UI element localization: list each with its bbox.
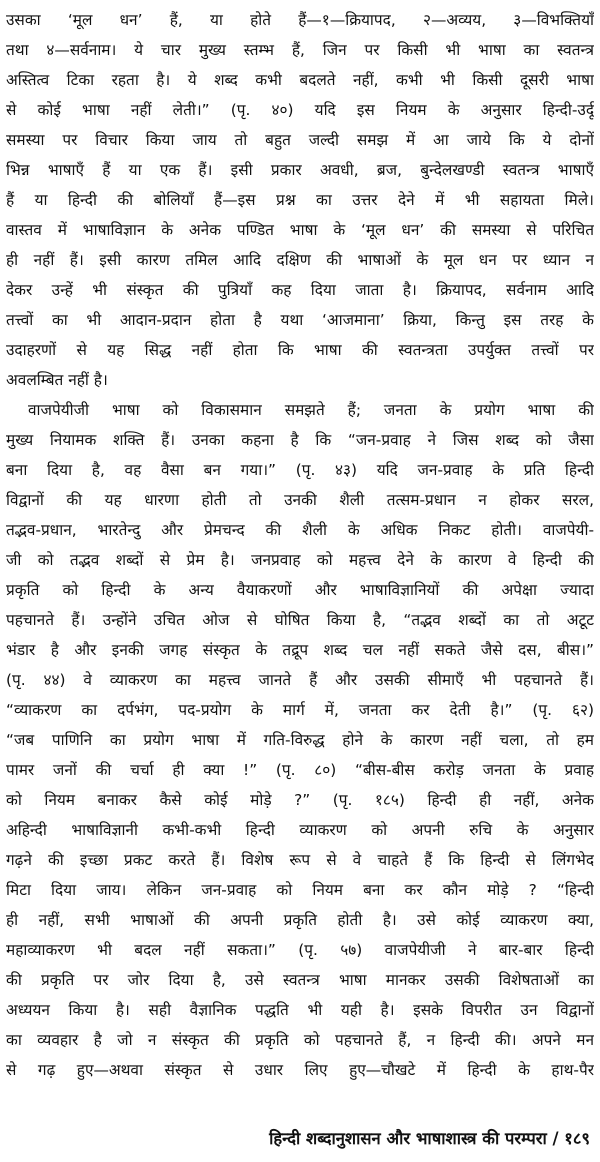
text-line-8: वास्तव में भाषाविज्ञान के अनेक पण्डित भाषा के ‘मूल धन’ की समस्या से परिचित bbox=[6, 221, 594, 239]
text-line-25: “जब पाणिनि का प्रयोग भाषा में गति-विरुद्ध होने के कारण नहीं चला, तो हम bbox=[6, 731, 594, 749]
text-line-1: उसका ‘मूल धन’ हैं, या होते हैं—१—क्रियापद, २—अव्यय, ३—विभक्तियाँ bbox=[6, 11, 594, 29]
text-line-32: महाव्याकरण भी बदल नहीं सकता।” (पृ. ५७) वाजपेयीजी ने बार-बार हिन्दी bbox=[6, 941, 594, 959]
text-line-34: अध्ययन किया है। सही वैज्ञानिक पद्धति भी यही है। इसके विपरीत उन विद्वानों bbox=[6, 1001, 594, 1019]
text-line-10: देकर उन्हें भी संस्कृत की पुत्रियाँ कह दिया जाता है। क्रियापद, सर्वनाम आदि bbox=[6, 281, 594, 299]
text-line-22: भंडार है और इनकी जगह संस्कृत के तद्रूप शब्द चल नहीं सकते जैसे दस, बीस।” bbox=[6, 641, 594, 659]
text-line-31: ही नहीं, सभी भाषाओं की अपनी प्रकृति होती है। उसे कोई व्याकरण क्या, bbox=[6, 911, 594, 929]
text-line-9: ही नहीं हैं। इसी कारण तमिल आदि दक्षिण की भाषाओं के मूल धन पर ध्यान न bbox=[6, 251, 594, 269]
text-line-23: (पृ. ४४) वे व्याकरण का महत्त्व जानते हैं और उसकी सीमाएँ भी पहचानते हैं। bbox=[6, 671, 594, 689]
text-line-21: पहचानते हैं। उन्होंने उचित ओज से घोषित किया है, “तद्भव शब्दों का तो अटूट bbox=[6, 611, 594, 629]
text-line-27: को नियम बनाकर कैसे कोई मोड़े ?” (पृ. १८५) हिन्दी ही नहीं, अनेक bbox=[6, 791, 594, 809]
text-line-19: जी को तद्भव शब्दों से प्रेम है। जनप्रवाह को महत्त्व देने के कारण वे हिन्दी की bbox=[6, 551, 594, 569]
running-footer: हिन्दी शब्दानुशासन और भाषाशास्त्र की परम्परा / १८९ bbox=[269, 1129, 590, 1148]
text-line-2: तथा ४—सर्वनाम। ये चार मुख्य स्तम्भ हैं, जिन पर किसी भी भाषा का स्वतन्त्र bbox=[6, 41, 594, 59]
text-line-14: वाजपेयीजी भाषा को विकासमान समझते हैं; जनता के प्रयोग भाषा की bbox=[28, 401, 594, 419]
text-line-13: अवलम्बित नहीं है। bbox=[6, 371, 108, 389]
text-line-35: का व्यवहार है जो न संस्कृत की प्रकृति को पहचानते हैं, न हिन्दी की। अपने मन bbox=[6, 1031, 594, 1049]
text-line-7: हैं या हिन्दी की बोलियाँ हैं—इस प्रश्न का उत्तर देने में भी सहायता मिले। bbox=[6, 191, 594, 209]
text-line-18: तद्भव-प्रधान, भारतेन्दु और प्रेमचन्द की शैली के अधिक निकट होती। वाजपेयी- bbox=[6, 521, 594, 539]
text-line-33: की प्रकृति पर जोर दिया है, उसे स्वतन्त्र भाषा मानकर उसकी विशेषताओं का bbox=[6, 971, 594, 989]
text-line-28: अहिन्दी भाषाविज्ञानी कभी-कभी हिन्दी व्याकरण को अपनी रुचि के अनुसार bbox=[6, 821, 594, 839]
text-line-12: उदाहरणों से यह सिद्ध नहीं होता कि भाषा की स्वतन्त्रता उपर्युक्त तत्त्वों पर bbox=[6, 341, 594, 359]
text-line-3: अस्तित्व टिका रहता है। ये शब्द कभी बदलते नहीं, कभी भी किसी दूसरी भाषा bbox=[6, 71, 594, 89]
text-line-6: भिन्न भाषाएँ हैं या एक हैं। इसी प्रकार अवधी, ब्रज, बुन्देलखण्डी स्वतन्त्र भाषाएँ bbox=[6, 161, 594, 179]
text-line-5: समस्या पर विचार किया जाय तो बहुत जल्दी समझ में आ जाये कि ये दोनों bbox=[6, 131, 594, 149]
text-line-17: विद्वानों की यह धारणा होती तो उनकी शैली तत्सम-प्रधान न होकर सरल, bbox=[6, 491, 594, 509]
text-line-24: “व्याकरण का दर्पभंग, पद-प्रयोग के मार्ग में, जनता कर देती है।” (पृ. ६२) bbox=[6, 701, 594, 719]
text-line-15: मुख्य नियामक शक्ति हैं। उनका कहना है कि “जन-प्रवाह ने जिस शब्द को जैसा bbox=[6, 431, 594, 449]
text-line-30: मिटा दिया जाय। लेकिन जन-प्रवाह को नियम बना कर कौन मोड़े ? “हिन्दी bbox=[6, 881, 594, 899]
text-line-11: तत्त्वों का भी आदान-प्रदान होता है यथा ‘आजमाना’ क्रिया, किन्तु इस तरह के bbox=[6, 311, 594, 329]
text-line-26: पामर जनों की चर्चा ही क्या !” (पृ. ८०) “बीस-बीस करोड़ जनता के प्रवाह bbox=[6, 761, 594, 779]
text-line-4: से कोई भाषा नहीं लेती।” (पृ. ४०) यदि इस नियम के अनुसार हिन्दी-उर्दू bbox=[6, 101, 594, 119]
text-line-36: से गढ़ हुए—अथवा संस्कृत से उधार लिए हुए—चौखटे में हिन्दी के हाथ-पैर bbox=[6, 1061, 594, 1079]
text-line-20: प्रकृति को हिन्दी के अन्य वैयाकरणों और भाषाविज्ञानियों की अपेक्षा ज्यादा bbox=[6, 581, 594, 599]
text-line-29: गढ़ने की इच्छा प्रकट करते हैं। विशेष रूप से वे चाहते हैं कि हिन्दी से लिंगभेद bbox=[6, 851, 594, 869]
text-line-16: बना दिया है, वह वैसा बन गया।” (पृ. ४३) यदि जन-प्रवाह के प्रति हिन्दी bbox=[6, 461, 594, 479]
